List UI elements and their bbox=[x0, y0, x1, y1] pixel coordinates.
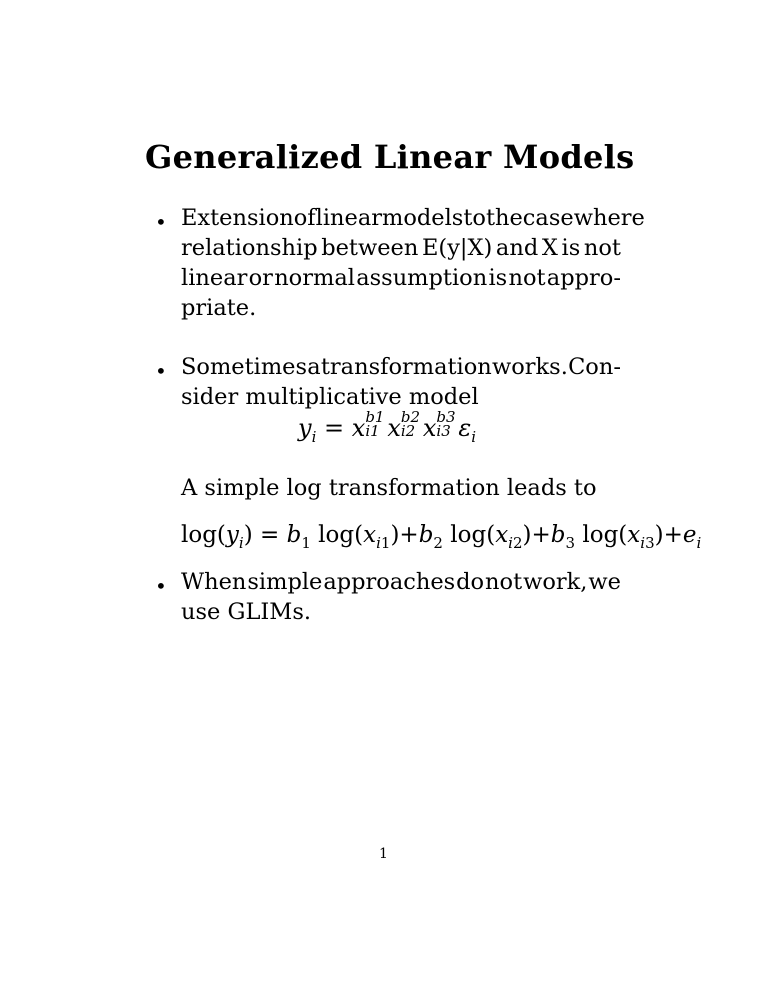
page-title: Generalized Linear Models bbox=[145, 138, 635, 176]
equation-multiplicative: $y_i = x$ b1 i1 x b2 i2 x b3 i3 $\varepsilon_i$ bbox=[298, 407, 477, 446]
bullet-1-text bbox=[181, 203, 645, 323]
bullet-3-text bbox=[181, 567, 621, 627]
equation-log-transform: $\log(y_i) = b_1$ $\log(x_{i1})+b_2$ $\log(x_{i2})+b_3$ $\log(x_{i3})+e_i$ bbox=[181, 522, 702, 552]
bullet-2-text bbox=[181, 352, 621, 412]
bullet-1-line-4: priate. bbox=[181, 295, 257, 321]
bullet-3-line-1: When simple approaches do not work, we bbox=[181, 569, 621, 595]
bullet-marker-2: • bbox=[155, 359, 167, 383]
bullet-marker-3: • bbox=[155, 574, 167, 598]
bullet-2-line-1: Sometimes a transformation works. Con- bbox=[181, 354, 621, 380]
bullet-1-line-3: linear or normal assumption is not appro- bbox=[181, 265, 621, 291]
bullet-1-line-1: Extension of linear models to the case where bbox=[181, 205, 645, 231]
bullet-2-after-text: A simple log transformation leads to bbox=[181, 475, 597, 501]
page-number: 1 bbox=[379, 846, 388, 862]
bullet-3-line-2: use GLIMs. bbox=[181, 599, 312, 625]
bullet-marker-1: • bbox=[155, 210, 167, 234]
bullet-1-line-2: relationship between E(y|X) and X is not bbox=[181, 235, 621, 261]
bullet-2-line-2: sider multiplicative model bbox=[181, 384, 479, 410]
